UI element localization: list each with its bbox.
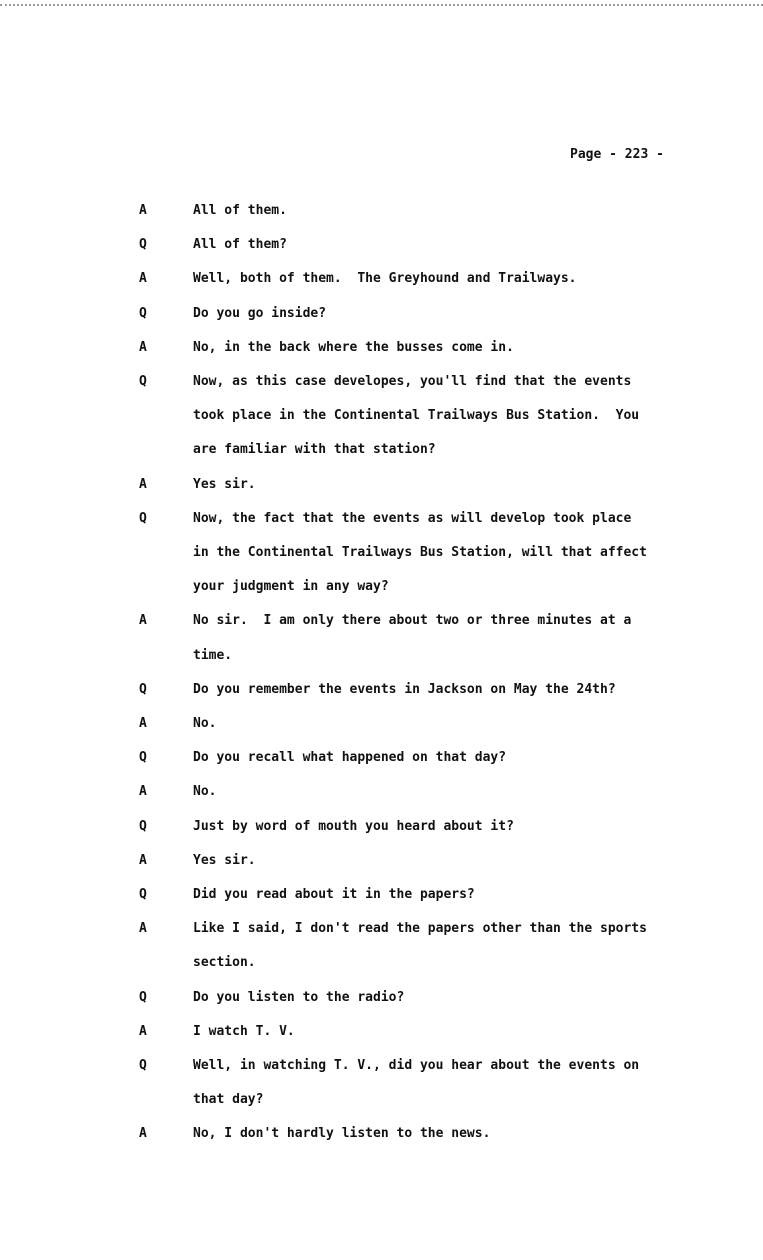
transcript-line: I watch T. V. xyxy=(193,1023,295,1039)
speaker-label: Q xyxy=(139,305,147,321)
speaker-label: A xyxy=(139,1023,147,1039)
speaker-label: Q xyxy=(139,750,147,766)
speaker-label: Q xyxy=(139,989,147,1005)
transcript-line: in the Continental Trailways Bus Station, will that affect xyxy=(193,545,647,560)
speaker-label: A xyxy=(139,716,147,731)
speaker-label: Q xyxy=(139,510,147,526)
transcript-line: took place in the Continental Trailways Bus Station. You xyxy=(193,408,640,424)
speaker-label: A xyxy=(139,476,147,492)
transcript-line: Yes sir. xyxy=(193,852,256,868)
transcript-line: No sir. I am only there about two or three minutes at a xyxy=(193,613,632,629)
transcript-line: Did you read about it in the papers? xyxy=(193,887,475,902)
transcript-line: No, in the back where the busses come in. xyxy=(193,339,514,355)
transcript-line: Like I said, I don't read the papers other than the sports xyxy=(193,921,647,937)
speaker-label: A xyxy=(139,852,147,868)
transcript-line: Do you go inside? xyxy=(193,305,327,321)
speaker-label: Q xyxy=(139,374,147,389)
speaker-label: Q xyxy=(139,887,147,902)
speaker-label: A xyxy=(139,921,147,937)
transcript-line: Now, the fact that the events as will develop took place xyxy=(193,510,632,526)
transcript-line: are familiar with that station? xyxy=(193,442,436,458)
speaker-label: Q xyxy=(139,818,147,834)
speaker-label: Q xyxy=(139,237,147,253)
transcript-line: that day? xyxy=(193,1092,264,1108)
speaker-label: A xyxy=(139,271,147,287)
transcript-line: time. xyxy=(193,647,233,663)
speaker-label: Q xyxy=(139,681,147,697)
transcript-line: No. xyxy=(193,716,217,731)
transcript-line: Do you recall what happened on that day? xyxy=(193,750,507,766)
transcript-line: All of them? xyxy=(193,237,287,253)
transcript-line: Well, in watching T. V., did you hear about the events on xyxy=(193,1058,640,1073)
transcript-line: No, I don't hardly listen to the news. xyxy=(193,1126,491,1142)
speaker-label: Q xyxy=(139,1058,147,1073)
transcript-line: Just by word of mouth you heard about it? xyxy=(193,818,514,834)
transcript-line: All of them. xyxy=(193,203,287,218)
speaker-label: A xyxy=(139,203,147,218)
page-number: Page - 223 - xyxy=(570,147,664,162)
top-page-border xyxy=(0,0,763,6)
speaker-label: A xyxy=(139,784,147,800)
transcript-line: your judgment in any way? xyxy=(193,579,389,595)
speaker-label: A xyxy=(139,1126,147,1142)
transcript-line: Now, as this case developes, you'll find that the events xyxy=(193,374,632,389)
speaker-label: A xyxy=(139,339,147,355)
speaker-label: A xyxy=(139,613,147,629)
transcript-line: Well, both of them. The Greyhound and Trailways. xyxy=(193,271,577,287)
transcript-line: section. xyxy=(193,955,256,971)
transcript-line: Yes sir. xyxy=(193,476,256,492)
transcript-line: Do you remember the events in Jackson on May the 24th? xyxy=(193,681,616,697)
transcript-line: Do you listen to the radio? xyxy=(193,989,405,1005)
transcript-line: No. xyxy=(193,784,217,800)
